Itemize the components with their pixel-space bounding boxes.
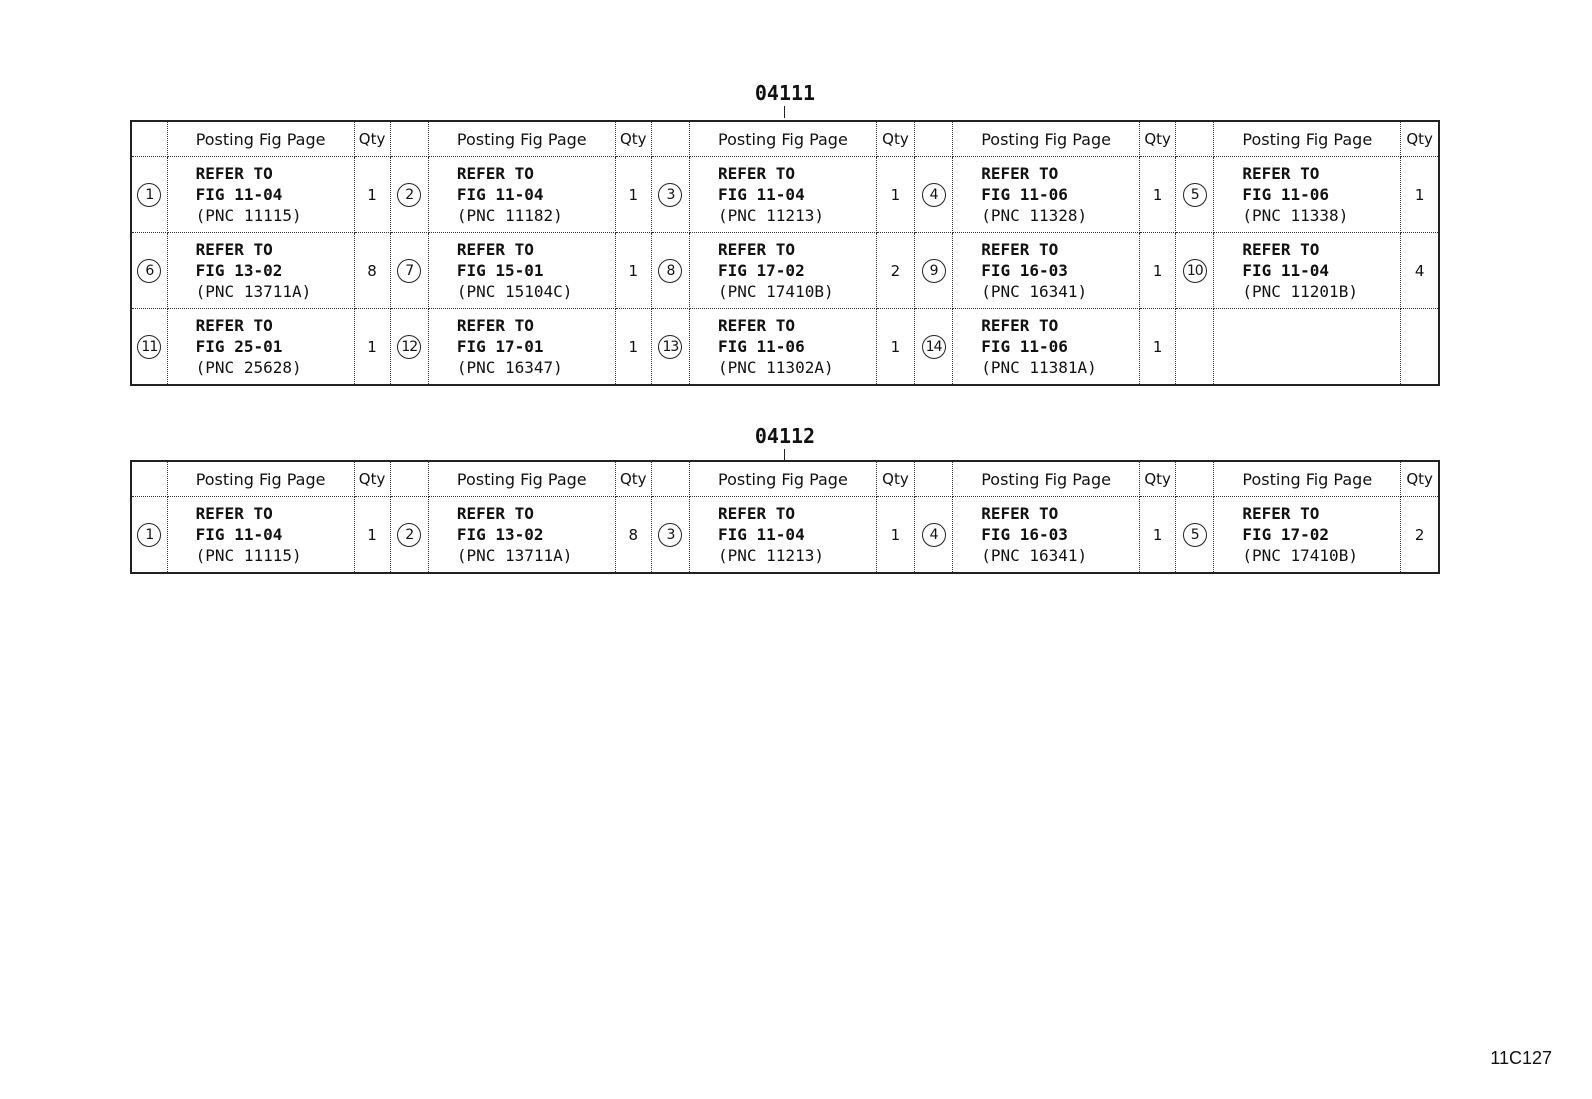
header-num-cell	[651, 461, 689, 497]
refer-text: REFER TO	[456, 504, 534, 523]
pnc-reference: (PNC 11182)	[456, 206, 563, 225]
fig-reference: FIG 11-04	[195, 525, 283, 544]
header-num-cell	[390, 121, 428, 157]
header-qty: Qty	[354, 461, 390, 497]
refer-text: REFER TO	[718, 164, 796, 183]
refer-text: REFER TO	[195, 504, 273, 523]
header-row	[131, 121, 1439, 157]
item-number-circle: 2	[397, 523, 421, 547]
reference-cell	[428, 157, 615, 233]
fig-reference: FIG 16-03	[981, 261, 1068, 280]
refer-text: REFER TO	[981, 164, 1059, 183]
refer-text: REFER TO	[456, 316, 534, 335]
item-number-cell	[651, 233, 689, 309]
reference-cell	[953, 497, 1140, 574]
kit-title: 04112	[754, 424, 816, 448]
fig-reference: FIG 11-04	[456, 185, 544, 204]
header-qty: Qty	[876, 461, 914, 497]
table-row	[131, 497, 1439, 574]
table-row	[131, 233, 1439, 309]
reference-cell	[690, 157, 877, 233]
fig-reference: FIG 11-06	[981, 185, 1068, 204]
refer-text: REFER TO	[1242, 504, 1320, 523]
header-posting: Posting Fig Page	[167, 461, 354, 497]
reference-cell	[953, 233, 1140, 309]
header-num-cell	[131, 121, 167, 157]
qty-cell: 1	[876, 157, 914, 233]
item-number-cell	[390, 497, 428, 574]
pnc-reference: (PNC 11201B)	[1242, 282, 1358, 301]
reference-cell	[428, 309, 615, 386]
refer-text: REFER TO	[1242, 240, 1320, 259]
qty-cell: 1	[1401, 157, 1439, 233]
item-number-cell	[1176, 497, 1214, 574]
header-qty: Qty	[354, 121, 390, 157]
reference-cell	[428, 233, 615, 309]
reference-cell	[690, 497, 877, 574]
header-posting: Posting Fig Page	[167, 121, 354, 157]
item-number-circle: 5	[1183, 523, 1207, 547]
refer-text: REFER TO	[981, 504, 1059, 523]
pnc-reference: (PNC 11328)	[981, 206, 1088, 225]
header-qty: Qty	[876, 121, 914, 157]
pnc-reference: (PNC 11213)	[718, 206, 824, 225]
pnc-reference: (PNC 11213)	[718, 546, 824, 565]
fig-reference: FIG 13-02	[456, 525, 544, 544]
fig-reference: FIG 11-06	[1242, 185, 1330, 204]
qty-cell	[1401, 309, 1439, 386]
refer-text: REFER TO	[456, 164, 534, 183]
qty-cell: 4	[1401, 233, 1439, 309]
header-qty: Qty	[1140, 461, 1176, 497]
header-posting: Posting Fig Page	[1214, 461, 1401, 497]
reference-cell	[167, 233, 354, 309]
reference-cell	[167, 309, 354, 386]
refer-text: REFER TO	[195, 316, 273, 335]
item-number-circle: 1	[137, 183, 161, 207]
qty-cell: 1	[354, 309, 390, 386]
qty-cell: 2	[876, 233, 914, 309]
header-qty: Qty	[615, 461, 651, 497]
item-number-circle: 8	[658, 259, 682, 283]
header-posting: Posting Fig Page	[690, 121, 877, 157]
refer-text: REFER TO	[981, 316, 1059, 335]
refer-text: REFER TO	[1242, 164, 1320, 183]
header-num-cell	[651, 121, 689, 157]
item-number-cell	[1176, 157, 1214, 233]
reference-cell	[167, 157, 354, 233]
pnc-reference: (PNC 11338)	[1242, 206, 1349, 225]
item-number-cell	[651, 497, 689, 574]
leader-line	[784, 106, 785, 118]
item-number-cell	[131, 157, 167, 233]
pnc-reference: (PNC 11115)	[195, 546, 302, 565]
item-number-circle: 4	[922, 183, 946, 207]
pnc-reference: (PNC 17410B)	[1242, 546, 1358, 565]
header-num-cell	[1176, 461, 1214, 497]
item-number-cell	[915, 157, 953, 233]
pnc-reference: (PNC 13711A)	[456, 546, 573, 565]
reference-cell	[953, 309, 1140, 386]
item-number-circle: 4	[922, 523, 946, 547]
fig-reference: FIG 11-04	[718, 185, 805, 204]
qty-cell: 1	[1140, 157, 1176, 233]
item-number-circle: 5	[1183, 183, 1207, 207]
refer-text: REFER TO	[718, 504, 796, 523]
qty-cell: 1	[354, 497, 390, 574]
qty-cell: 1	[1140, 497, 1176, 574]
fig-reference: FIG 17-02	[1242, 525, 1330, 544]
item-number-circle: 3	[658, 183, 682, 207]
refer-text: REFER TO	[195, 164, 273, 183]
fig-reference: FIG 15-01	[456, 261, 544, 280]
fig-reference: FIG 17-02	[718, 261, 805, 280]
refer-text: REFER TO	[981, 240, 1059, 259]
qty-cell: 1	[876, 497, 914, 574]
header-num-cell	[1176, 121, 1214, 157]
item-number-cell	[390, 233, 428, 309]
item-number-circle: 13	[658, 335, 682, 359]
item-number-circle: 3	[658, 523, 682, 547]
refer-text: REFER TO	[718, 316, 796, 335]
kit-table	[130, 460, 1440, 574]
fig-reference: FIG 25-01	[195, 337, 283, 356]
item-number-cell	[390, 309, 428, 386]
header-num-cell	[915, 121, 953, 157]
pnc-reference: (PNC 11381A)	[981, 358, 1097, 377]
pnc-reference: (PNC 16341)	[981, 282, 1088, 301]
item-number-circle: 10	[1183, 259, 1207, 283]
reference-cell	[953, 157, 1140, 233]
fig-reference: FIG 11-06	[981, 337, 1068, 356]
qty-cell: 1	[1140, 233, 1176, 309]
item-number-cell	[1176, 233, 1214, 309]
fig-reference: FIG 11-06	[718, 337, 805, 356]
fig-reference: FIG 16-03	[981, 525, 1068, 544]
item-number-cell	[915, 233, 953, 309]
header-posting: Posting Fig Page	[428, 461, 615, 497]
reference-cell	[167, 497, 354, 574]
header-posting: Posting Fig Page	[953, 461, 1140, 497]
kit-table	[130, 120, 1440, 386]
item-number-cell	[131, 497, 167, 574]
kit-title: 04111	[754, 81, 816, 105]
qty-cell: 8	[615, 497, 651, 574]
pnc-reference: (PNC 13711A)	[195, 282, 312, 301]
header-posting: Posting Fig Page	[428, 121, 615, 157]
reference-cell	[1214, 157, 1401, 233]
item-number-circle: 7	[397, 259, 421, 283]
item-number-cell	[390, 157, 428, 233]
qty-cell: 1	[615, 157, 651, 233]
fig-reference: FIG 13-02	[195, 261, 283, 280]
item-number-circle: 9	[922, 259, 946, 283]
qty-cell: 1	[1140, 309, 1176, 386]
item-number-cell	[915, 497, 953, 574]
reference-cell	[690, 309, 877, 386]
item-number-cell	[1176, 309, 1214, 386]
qty-cell: 2	[1401, 497, 1439, 574]
item-number-circle: 11	[137, 335, 161, 359]
refer-text: REFER TO	[195, 240, 273, 259]
reference-cell	[428, 497, 615, 574]
item-number-cell	[131, 233, 167, 309]
table-row	[131, 309, 1439, 386]
item-number-cell	[131, 309, 167, 386]
pnc-reference: (PNC 16341)	[981, 546, 1088, 565]
header-row	[131, 461, 1439, 497]
header-qty: Qty	[1401, 121, 1439, 157]
header-posting: Posting Fig Page	[1214, 121, 1401, 157]
header-qty: Qty	[1401, 461, 1439, 497]
item-number-circle: 14	[922, 335, 946, 359]
item-number-circle: 12	[397, 335, 421, 359]
fig-reference: FIG 17-01	[456, 337, 544, 356]
reference-cell	[1214, 497, 1401, 574]
table-row	[131, 157, 1439, 233]
fig-reference: FIG 11-04	[195, 185, 283, 204]
pnc-reference: (PNC 11302A)	[718, 358, 834, 377]
qty-cell: 8	[354, 233, 390, 309]
header-posting: Posting Fig Page	[690, 461, 877, 497]
header-posting: Posting Fig Page	[953, 121, 1140, 157]
qty-cell: 1	[876, 309, 914, 386]
item-number-cell	[651, 309, 689, 386]
item-number-circle: 6	[137, 259, 161, 283]
pnc-reference: (PNC 25628)	[195, 358, 302, 377]
illustration-code: 11C127	[1490, 1048, 1552, 1068]
reference-cell	[1214, 309, 1401, 386]
item-number-cell	[651, 157, 689, 233]
header-qty: Qty	[615, 121, 651, 157]
reference-cell	[1214, 233, 1401, 309]
pnc-reference: (PNC 15104C)	[456, 282, 573, 301]
fig-reference: FIG 11-04	[718, 525, 805, 544]
qty-cell: 1	[354, 157, 390, 233]
fig-reference: FIG 11-04	[1242, 261, 1330, 280]
refer-text: REFER TO	[718, 240, 796, 259]
header-num-cell	[131, 461, 167, 497]
qty-cell: 1	[615, 309, 651, 386]
qty-cell: 1	[615, 233, 651, 309]
reference-cell	[690, 233, 877, 309]
item-number-circle: 2	[397, 183, 421, 207]
item-number-cell	[915, 309, 953, 386]
pnc-reference: (PNC 11115)	[195, 206, 302, 225]
header-num-cell	[915, 461, 953, 497]
header-num-cell	[390, 461, 428, 497]
item-number-circle: 1	[137, 523, 161, 547]
header-qty: Qty	[1140, 121, 1176, 157]
pnc-reference: (PNC 17410B)	[718, 282, 834, 301]
pnc-reference: (PNC 16347)	[456, 358, 563, 377]
refer-text: REFER TO	[456, 240, 534, 259]
